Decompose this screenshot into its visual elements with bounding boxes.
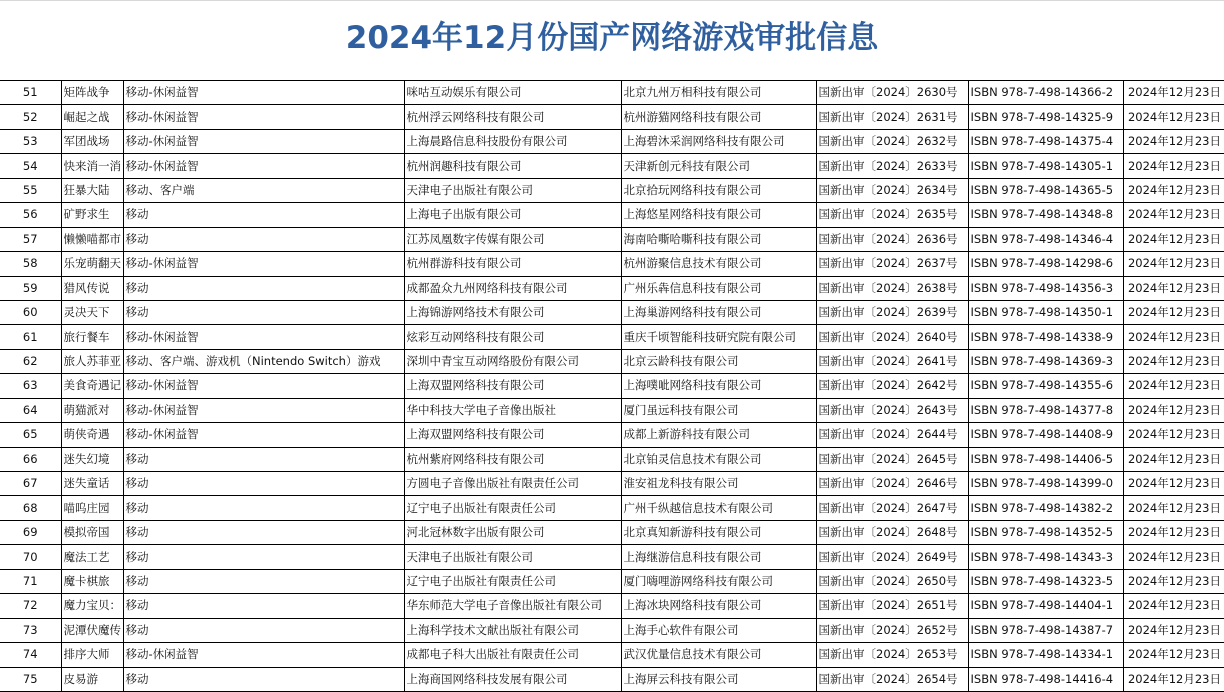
row-number-cell: 66 (0, 447, 61, 471)
game-name-cell: 魔力宝贝： (61, 594, 123, 618)
row-number-cell: 72 (0, 594, 61, 618)
game-name-cell: 迷失幻境 (61, 447, 123, 471)
publisher-cell: 上海锦游网络技术有限公司 (404, 300, 621, 324)
operator-cell: 广州千纵越信息技术有限公司 (621, 496, 816, 520)
approval-date-cell: 2024年12月23日 (1123, 423, 1224, 447)
row-number-cell: 68 (0, 496, 61, 520)
approval-number-cell: 国新出审〔2024〕2654号 (816, 667, 968, 691)
approval-number-cell: 国新出审〔2024〕2647号 (816, 496, 968, 520)
isbn-cell: ISBN 978-7-498-14377-8 (968, 398, 1123, 422)
operator-cell: 杭州游猫网络科技有限公司 (621, 105, 816, 129)
platform-type-cell: 移动 (123, 472, 404, 496)
approval-number-cell: 国新出审〔2024〕2653号 (816, 643, 968, 667)
operator-cell: 上海冰块网络科技有限公司 (621, 594, 816, 618)
approval-number-cell: 国新出审〔2024〕2640号 (816, 325, 968, 349)
row-number-cell: 52 (0, 105, 61, 129)
approval-number-cell: 国新出审〔2024〕2637号 (816, 252, 968, 276)
isbn-cell: ISBN 978-7-498-14365-5 (968, 178, 1123, 202)
publisher-cell: 辽宁电子出版社有限责任公司 (404, 569, 621, 593)
approval-number-cell: 国新出审〔2024〕2648号 (816, 520, 968, 544)
approval-date-cell: 2024年12月23日 (1123, 252, 1224, 276)
approval-number-cell: 国新出审〔2024〕2638号 (816, 276, 968, 300)
approval-date-cell: 2024年12月23日 (1123, 81, 1224, 105)
platform-type-cell: 移动 (123, 447, 404, 471)
approval-date-cell: 2024年12月23日 (1123, 618, 1224, 642)
operator-cell: 广州乐犇信息科技有限公司 (621, 276, 816, 300)
approval-number-cell: 国新出审〔2024〕2645号 (816, 447, 968, 471)
game-name-cell: 旅行餐车 (61, 325, 123, 349)
approval-date-cell: 2024年12月23日 (1123, 496, 1224, 520)
game-name-cell: 矿野求生 (61, 203, 123, 227)
row-number-cell: 61 (0, 325, 61, 349)
table-row (0, 129, 1224, 153)
platform-type-cell: 移动 (123, 496, 404, 520)
isbn-cell: ISBN 978-7-498-14375-4 (968, 129, 1123, 153)
game-name-cell: 魔法工艺 (61, 545, 123, 569)
approval-date-cell: 2024年12月23日 (1123, 398, 1224, 422)
platform-type-cell: 移动-休闲益智 (123, 374, 404, 398)
row-number-cell: 53 (0, 129, 61, 153)
operator-cell: 北京拾玩网络科技有限公司 (621, 178, 816, 202)
game-name-cell: 喵呜庄园 (61, 496, 123, 520)
table-row (0, 276, 1224, 300)
approval-number-cell: 国新出审〔2024〕2634号 (816, 178, 968, 202)
approval-date-cell: 2024年12月23日 (1123, 447, 1224, 471)
isbn-cell: ISBN 978-7-498-14369-3 (968, 349, 1123, 373)
game-name-cell: 迷失童话 (61, 472, 123, 496)
table-row (0, 154, 1224, 178)
row-number-cell: 60 (0, 300, 61, 324)
platform-type-cell: 移动-休闲益智 (123, 398, 404, 422)
isbn-cell: ISBN 978-7-498-14416-4 (968, 667, 1123, 691)
platform-type-cell: 移动 (123, 667, 404, 691)
game-name-cell: 快来消一消 (61, 154, 123, 178)
operator-cell: 天津新创元科技有限公司 (621, 154, 816, 178)
table-row (0, 569, 1224, 593)
table-row (0, 667, 1224, 691)
row-number-cell: 64 (0, 398, 61, 422)
row-number-cell: 63 (0, 374, 61, 398)
game-name-cell: 灵决天下 (61, 300, 123, 324)
approval-date-cell: 2024年12月23日 (1123, 300, 1224, 324)
game-name-cell: 旅人苏菲亚 (61, 349, 123, 373)
row-number-cell: 56 (0, 203, 61, 227)
approval-number-cell: 国新出审〔2024〕2633号 (816, 154, 968, 178)
isbn-cell: ISBN 978-7-498-14298-6 (968, 252, 1123, 276)
game-name-cell: 狂暴大陆 (61, 178, 123, 202)
approval-number-cell: 国新出审〔2024〕2632号 (816, 129, 968, 153)
operator-cell: 北京真知新游科技有限公司 (621, 520, 816, 544)
table-row (0, 472, 1224, 496)
operator-cell: 上海悠星网络科技有限公司 (621, 203, 816, 227)
platform-type-cell: 移动-休闲益智 (123, 81, 404, 105)
approval-date-cell: 2024年12月23日 (1123, 594, 1224, 618)
platform-type-cell: 移动 (123, 276, 404, 300)
approval-date-cell: 2024年12月23日 (1123, 154, 1224, 178)
operator-cell: 上海碧沐采润网络科技有限公司 (621, 129, 816, 153)
publisher-cell: 天津电子出版社有限公司 (404, 545, 621, 569)
row-number-cell: 59 (0, 276, 61, 300)
table-row (0, 227, 1224, 251)
table-row (0, 447, 1224, 471)
approval-number-cell: 国新出审〔2024〕2639号 (816, 300, 968, 324)
approval-date-cell: 2024年12月23日 (1123, 349, 1224, 373)
approval-number-cell: 国新出审〔2024〕2644号 (816, 423, 968, 447)
approval-number-cell: 国新出审〔2024〕2642号 (816, 374, 968, 398)
approval-date-cell: 2024年12月23日 (1123, 569, 1224, 593)
top-divider (0, 0, 1224, 1)
operator-cell: 上海噗呲网络科技有限公司 (621, 374, 816, 398)
approval-date-cell: 2024年12月23日 (1123, 520, 1224, 544)
approval-date-cell: 2024年12月23日 (1123, 374, 1224, 398)
operator-cell: 上海巢游网络科技有限公司 (621, 300, 816, 324)
table-row (0, 325, 1224, 349)
platform-type-cell: 移动 (123, 569, 404, 593)
platform-type-cell: 移动 (123, 618, 404, 642)
platform-type-cell: 移动-休闲益智 (123, 423, 404, 447)
isbn-cell: ISBN 978-7-498-14382-2 (968, 496, 1123, 520)
game-name-cell: 萌侠奇遇 (61, 423, 123, 447)
approval-date-cell: 2024年12月23日 (1123, 203, 1224, 227)
game-name-cell: 美食奇遇记 (61, 374, 123, 398)
operator-cell: 海南哈嘶哈嘶科技有限公司 (621, 227, 816, 251)
platform-type-cell: 移动-休闲益智 (123, 154, 404, 178)
platform-type-cell: 移动-休闲益智 (123, 643, 404, 667)
publisher-cell: 上海双盟网络科技有限公司 (404, 423, 621, 447)
approval-date-cell: 2024年12月23日 (1123, 545, 1224, 569)
table-row (0, 374, 1224, 398)
game-name-cell: 猎风传说 (61, 276, 123, 300)
publisher-cell: 杭州润趣科技有限公司 (404, 154, 621, 178)
publisher-cell: 华东师范大学电子音像出版社有限公司 (404, 594, 621, 618)
operator-cell: 上海屏云科技有限公司 (621, 667, 816, 691)
isbn-cell: ISBN 978-7-498-14408-9 (968, 423, 1123, 447)
publisher-cell: 炫彩互动网络科技有限公司 (404, 325, 621, 349)
table-body (0, 81, 1224, 692)
approval-number-cell: 国新出审〔2024〕2649号 (816, 545, 968, 569)
approval-date-cell: 2024年12月23日 (1123, 667, 1224, 691)
game-name-cell: 军团战场 (61, 129, 123, 153)
publisher-cell: 杭州群游科技有限公司 (404, 252, 621, 276)
game-name-cell: 排序大师 (61, 643, 123, 667)
platform-type-cell: 移动-休闲益智 (123, 105, 404, 129)
game-name-cell: 萌猫派对 (61, 398, 123, 422)
isbn-cell: ISBN 978-7-498-14334-1 (968, 643, 1123, 667)
table-row (0, 545, 1224, 569)
approval-date-cell: 2024年12月23日 (1123, 178, 1224, 202)
publisher-cell: 成都盈众九州网络科技有限公司 (404, 276, 621, 300)
operator-cell: 重庆千顷智能科技研究院有限公司 (621, 325, 816, 349)
operator-cell: 杭州游聚信息技术有限公司 (621, 252, 816, 276)
row-number-cell: 51 (0, 81, 61, 105)
publisher-cell: 咪咕互动娱乐有限公司 (404, 81, 621, 105)
row-number-cell: 74 (0, 643, 61, 667)
row-number-cell: 70 (0, 545, 61, 569)
row-number-cell: 73 (0, 618, 61, 642)
page-title: 2024年12月份国产网络游戏审批信息 (345, 20, 879, 56)
publisher-cell: 上海晨路信息科技股份有限公司 (404, 129, 621, 153)
approval-number-cell: 国新出审〔2024〕2650号 (816, 569, 968, 593)
isbn-cell: ISBN 978-7-498-14323-5 (968, 569, 1123, 593)
table-row (0, 520, 1224, 544)
operator-cell: 北京云龄科技有限公司 (621, 349, 816, 373)
game-name-cell: 泥潭伏魔传 (61, 618, 123, 642)
publisher-cell: 上海双盟网络科技有限公司 (404, 374, 621, 398)
isbn-cell: ISBN 978-7-498-14352-5 (968, 520, 1123, 544)
isbn-cell: ISBN 978-7-498-14346-4 (968, 227, 1123, 251)
table-row (0, 423, 1224, 447)
isbn-cell: ISBN 978-7-498-14356-3 (968, 276, 1123, 300)
game-name-cell: 魔卡棋旅 (61, 569, 123, 593)
row-number-cell: 71 (0, 569, 61, 593)
isbn-cell: ISBN 978-7-498-14305-1 (968, 154, 1123, 178)
isbn-cell: ISBN 978-7-498-14399-0 (968, 472, 1123, 496)
platform-type-cell: 移动 (123, 227, 404, 251)
publisher-cell: 河北冠林数字出版有限公司 (404, 520, 621, 544)
row-number-cell: 67 (0, 472, 61, 496)
approval-date-cell: 2024年12月23日 (1123, 276, 1224, 300)
table-row (0, 496, 1224, 520)
publisher-cell: 江苏凤凰数字传媒有限公司 (404, 227, 621, 251)
isbn-cell: ISBN 978-7-498-14366-2 (968, 81, 1123, 105)
row-number-cell: 57 (0, 227, 61, 251)
operator-cell: 厦门嗨哩游网络科技有限公司 (621, 569, 816, 593)
isbn-cell: ISBN 978-7-498-14404-1 (968, 594, 1123, 618)
approval-date-cell: 2024年12月23日 (1123, 472, 1224, 496)
table-row (0, 594, 1224, 618)
table-row (0, 618, 1224, 642)
table-row (0, 105, 1224, 129)
approval-date-cell: 2024年12月23日 (1123, 129, 1224, 153)
approval-number-cell: 国新出审〔2024〕2643号 (816, 398, 968, 422)
approval-number-cell: 国新出审〔2024〕2635号 (816, 203, 968, 227)
approval-number-cell: 国新出审〔2024〕2646号 (816, 472, 968, 496)
approval-number-cell: 国新出审〔2024〕2636号 (816, 227, 968, 251)
row-number-cell: 69 (0, 520, 61, 544)
approval-date-cell: 2024年12月23日 (1123, 227, 1224, 251)
platform-type-cell: 移动-休闲益智 (123, 252, 404, 276)
operator-cell: 成都上新游科技有限公司 (621, 423, 816, 447)
approval-number-cell: 国新出审〔2024〕2630号 (816, 81, 968, 105)
isbn-cell: ISBN 978-7-498-14343-3 (968, 545, 1123, 569)
approval-number-cell: 国新出审〔2024〕2631号 (816, 105, 968, 129)
game-name-cell: 皮易游 (61, 667, 123, 691)
approval-number-cell: 国新出审〔2024〕2651号 (816, 594, 968, 618)
table-row (0, 203, 1224, 227)
isbn-cell: ISBN 978-7-498-14355-6 (968, 374, 1123, 398)
isbn-cell: ISBN 978-7-498-14387-7 (968, 618, 1123, 642)
publisher-cell: 天津电子出版社有限公司 (404, 178, 621, 202)
table-row (0, 252, 1224, 276)
operator-cell: 厦门虽远科技有限公司 (621, 398, 816, 422)
platform-type-cell: 移动-休闲益智 (123, 129, 404, 153)
operator-cell: 北京铂灵信息技术有限公司 (621, 447, 816, 471)
table-row (0, 81, 1224, 105)
isbn-cell: ISBN 978-7-498-14338-9 (968, 325, 1123, 349)
table-row (0, 643, 1224, 667)
table-row (0, 300, 1224, 324)
approval-number-cell: 国新出审〔2024〕2641号 (816, 349, 968, 373)
game-name-cell: 懒懒喵都市 (61, 227, 123, 251)
operator-cell: 淮安祖龙科技有限公司 (621, 472, 816, 496)
publisher-cell: 上海科学技术文献出版社有限公司 (404, 618, 621, 642)
operator-cell: 上海继游信息科技有限公司 (621, 545, 816, 569)
publisher-cell: 深圳中青宝互动网络股份有限公司 (404, 349, 621, 373)
isbn-cell: ISBN 978-7-498-14348-8 (968, 203, 1123, 227)
platform-type-cell: 移动、客户端 (123, 178, 404, 202)
publisher-cell: 成都电子科大出版社有限责任公司 (404, 643, 621, 667)
approval-date-cell: 2024年12月23日 (1123, 105, 1224, 129)
publisher-cell: 杭州紫府网络科技有限公司 (404, 447, 621, 471)
game-name-cell: 崛起之战 (61, 105, 123, 129)
publisher-cell: 杭州浮云网络科技有限公司 (404, 105, 621, 129)
publisher-cell: 上海电子出版有限公司 (404, 203, 621, 227)
operator-cell: 北京九州万相科技有限公司 (621, 81, 816, 105)
operator-cell: 武汉优量信息技术有限公司 (621, 643, 816, 667)
game-name-cell: 矩阵战争 (61, 81, 123, 105)
isbn-cell: ISBN 978-7-498-14406-5 (968, 447, 1123, 471)
row-number-cell: 54 (0, 154, 61, 178)
platform-type-cell: 移动、客户端、游戏机（Nintendo Switch）游戏 (123, 349, 404, 373)
platform-type-cell: 移动 (123, 300, 404, 324)
platform-type-cell: 移动-休闲益智 (123, 325, 404, 349)
publisher-cell: 辽宁电子出版社有限责任公司 (404, 496, 621, 520)
row-number-cell: 62 (0, 349, 61, 373)
approval-date-cell: 2024年12月23日 (1123, 325, 1224, 349)
publisher-cell: 方圆电子音像出版社有限责任公司 (404, 472, 621, 496)
publisher-cell: 华中科技大学电子音像出版社 (404, 398, 621, 422)
isbn-cell: ISBN 978-7-498-14350-1 (968, 300, 1123, 324)
game-name-cell: 模拟帝国 (61, 520, 123, 544)
platform-type-cell: 移动 (123, 594, 404, 618)
game-name-cell: 乐宠萌翻天 (61, 252, 123, 276)
row-number-cell: 75 (0, 667, 61, 691)
publisher-cell: 上海商国网络科技发展有限公司 (404, 667, 621, 691)
operator-cell: 上海手心软件有限公司 (621, 618, 816, 642)
table-row (0, 398, 1224, 422)
approval-number-cell: 国新出审〔2024〕2652号 (816, 618, 968, 642)
table-row (0, 178, 1224, 202)
row-number-cell: 55 (0, 178, 61, 202)
platform-type-cell: 移动 (123, 203, 404, 227)
approval-date-cell: 2024年12月23日 (1123, 643, 1224, 667)
platform-type-cell: 移动 (123, 520, 404, 544)
platform-type-cell: 移动 (123, 545, 404, 569)
approval-table (0, 80, 1224, 692)
row-number-cell: 65 (0, 423, 61, 447)
table-row (0, 349, 1224, 373)
isbn-cell: ISBN 978-7-498-14325-9 (968, 105, 1123, 129)
row-number-cell: 58 (0, 252, 61, 276)
